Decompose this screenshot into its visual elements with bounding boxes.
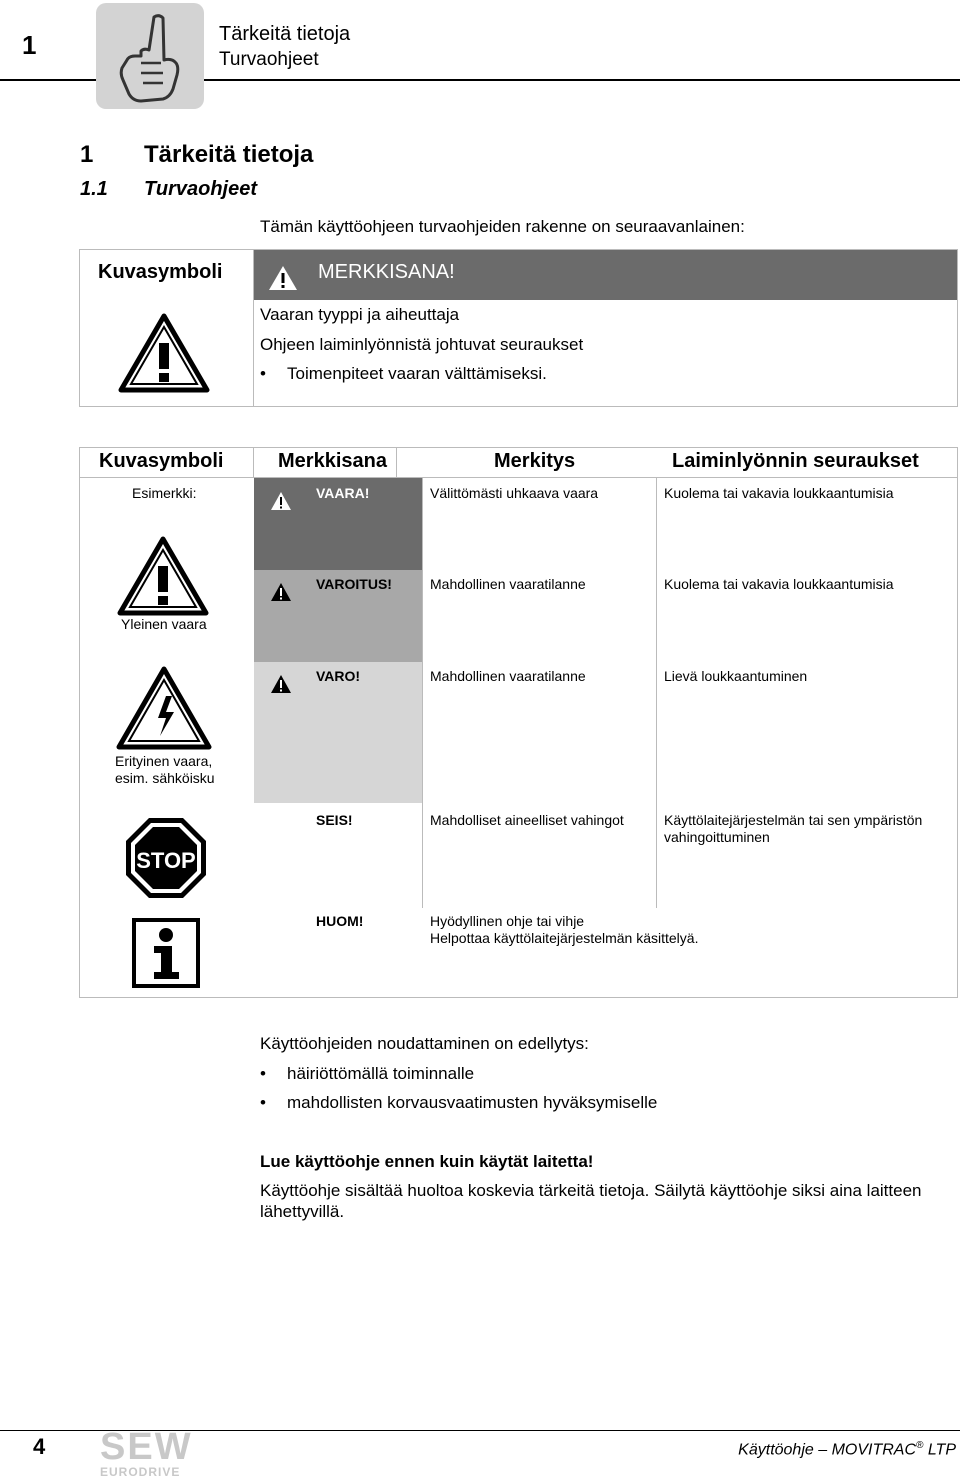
table-header-rule — [80, 477, 957, 478]
meaning-seis: Mahdolliset aineelliset vahingot — [430, 812, 624, 828]
h1-number: 1 — [80, 141, 94, 168]
info-icon — [132, 918, 200, 993]
th-merkitys: Merkitys — [494, 450, 576, 472]
col-divider — [253, 448, 254, 478]
header-rule-right — [204, 79, 960, 81]
consequence-vaara: Kuolema tai vakavia loukkaantumisia — [664, 485, 894, 501]
bullet-dot: • — [260, 364, 266, 383]
sew-logo: SEW EURODRIVE — [100, 1426, 193, 1479]
document-title: Käyttöohje – MOVITRAC® LTP — [738, 1440, 956, 1459]
warning-triangle-icon — [118, 313, 210, 398]
notice-text-1: Käyttöohje sisältää huoltoa koskevia tärkeitä tietoja. Säilytä käyttöohje siksi aina laitteen — [260, 1181, 922, 1200]
stop-sign-icon — [124, 816, 208, 905]
structure-bullet: Toimenpiteet vaaran välttämiseksi. — [287, 364, 547, 383]
warning-small-icon — [270, 674, 292, 699]
meaning-vaara: Välittömästi uhkaava vaara — [430, 485, 599, 501]
signal-word: MERKKISANA! — [318, 261, 455, 283]
signal-seis: SEIS! — [316, 812, 353, 828]
consequence-seis-1: Käyttölaitejärjestelmän tai sen ympäristön — [664, 812, 923, 828]
notice-text-2: lähettyvillä. — [260, 1202, 345, 1221]
h1-title: Tärkeitä tietoja — [144, 141, 314, 168]
page-number: 4 — [33, 1434, 46, 1459]
warning-small-icon — [268, 265, 298, 296]
meaning-varoitus: Mahdollinen vaaratilanne — [430, 576, 586, 592]
signal-huom: HUOM! — [316, 913, 364, 929]
col-divider — [656, 478, 657, 908]
structure-line1: Vaaran tyyppi ja aiheuttaja — [260, 305, 460, 324]
h2-number: 1.1 — [80, 178, 108, 200]
bullet-dot: • — [260, 1064, 266, 1083]
signal-vaara: VAARA! — [316, 485, 370, 501]
requirements-intro: Käyttöohjeiden noudattaminen on edellytys: — [260, 1034, 589, 1053]
notice-bold: Lue käyttöohje ennen kuin käytät laitetta! — [260, 1152, 594, 1171]
header-rule-left — [0, 79, 96, 81]
th-seuraukset: Laiminlyönnin seuraukset — [672, 450, 919, 472]
general-danger-icon — [117, 536, 209, 621]
consequence-varoitus: Kuolema tai vakavia loukkaantumisia — [664, 576, 894, 592]
pointing-hand-icon — [96, 3, 204, 109]
chapter-number: 1 — [22, 30, 37, 60]
bullet-dot: • — [260, 1093, 266, 1112]
requirement-item: häiriöttömällä toiminnalle — [287, 1064, 475, 1083]
h2-title: Turvaohjeet — [144, 178, 257, 200]
warning-small-icon — [270, 491, 292, 516]
meaning-huom-2: Helpottaa käyttölaitejärjestelmän käsittelyä. — [430, 930, 699, 946]
col-divider — [422, 478, 423, 908]
warning-small-icon — [270, 582, 292, 607]
consequence-seis-2: vahingoittuminen — [664, 829, 770, 845]
structure-label: Kuvasymboli — [98, 261, 223, 283]
intro-text: Tämän käyttöohjeen turvaohjeiden rakenne on seuraavanlainen: — [260, 217, 745, 236]
structure-line2: Ohjeen laiminlyönnistä johtuvat seuraukset — [260, 335, 584, 354]
th-kuvasymboli: Kuvasymboli — [99, 450, 224, 472]
signal-varoitus: VAROITUS! — [316, 576, 392, 592]
header-title: Tärkeitä tietoja — [219, 23, 351, 45]
consequence-varo: Lievä loukkaantuminen — [664, 668, 808, 684]
special-danger-label-2: esim. sähköisku — [115, 770, 215, 786]
electric-shock-icon — [116, 666, 212, 755]
special-danger-label-1: Erityinen vaara, — [115, 753, 213, 769]
general-danger-label: Yleinen vaara — [121, 616, 207, 632]
meaning-huom-1: Hyödyllinen ohje tai vihje — [430, 913, 585, 929]
meaning-varo: Mahdollinen vaaratilanne — [430, 668, 586, 684]
th-merkkisana: Merkkisana — [278, 450, 387, 472]
example-label: Esimerkki: — [132, 485, 197, 501]
header-subtitle: Turvaohjeet — [219, 49, 319, 70]
requirement-item: mahdollisten korvausvaatimusten hyväksymiselle — [287, 1093, 658, 1112]
col-divider — [396, 448, 397, 478]
stop-sign-text: STOP — [136, 848, 196, 873]
signal-varo: VARO! — [316, 668, 361, 684]
